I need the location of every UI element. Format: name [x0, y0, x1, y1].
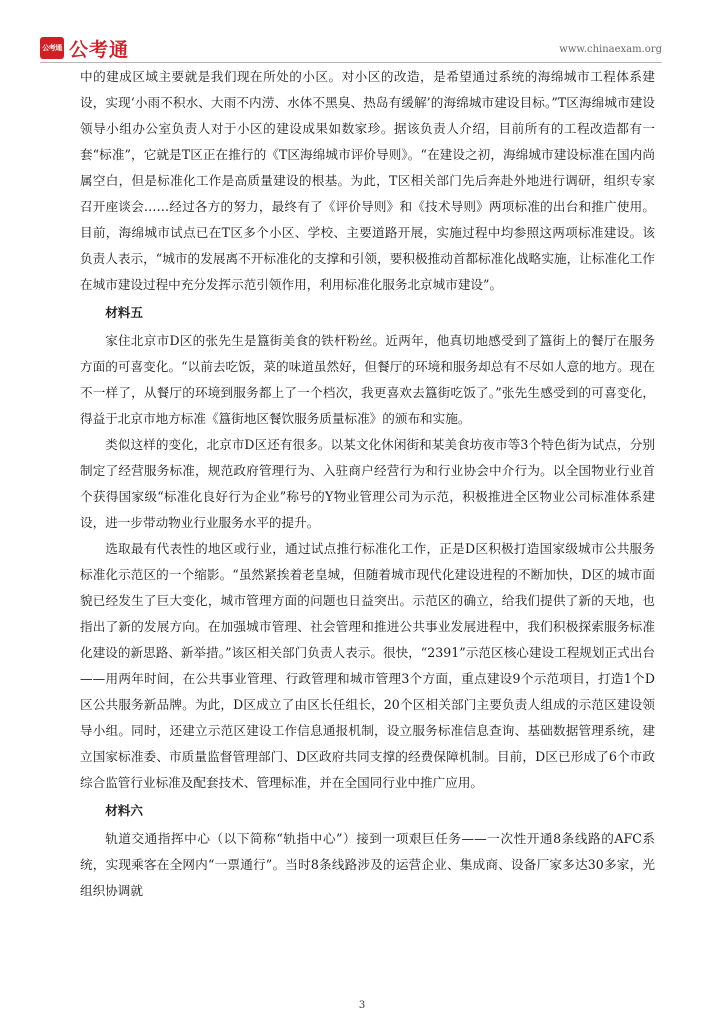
- paragraph: 选取最有代表性的地区或行业，通过试点推行标准化工作，正是D区积极打造国家级城市公共服务标准化示范区的一个缩影。“虽然紧挨着老皇城，但随着城市现代化建设进程的不断加快，D区的城市面貌已经发生了巨大变化，城市管理方面的问题也日益突出。示范区的确立，给我们提供了新的天地，也指出了新的发展方向。在加强城市管理、社会管理和推进公共事业发展进程中，我们积极探索服务标准化建设的新思路、新举措。”该区相关部门负责人表示。很快，“2391”示范区核心建设工程规划正式出台——用两年时间，在公共事业管理、行政管理和城市管理3个方面，重点建设9个示范项目，打造1个D区公共服务新品牌。为此，D区成立了由区长任组长，20个区相关部门主要负责人组成的示范区建设领导小组。同时，还建立示范区建设工作信息通报机制，设立服务标准信息查询、基础数据管理系统，建立国家标准委、市质量监督管理部门、D区政府共同支撑的经费保障机制。目前，D区已形成了6个市政综合监管行业标准及配套技术、管理标准，并在全国同行业中推广应用。: [80, 541, 655, 790]
- section-heading-material-5: 材料五: [105, 305, 143, 320]
- section-heading-material-6: 材料六: [105, 803, 143, 818]
- document-body: [80, 64, 655, 904]
- logo-text: 公考通: [69, 38, 130, 61]
- paragraph: 轨道交通指挥中心（以下简称“轨指中心”）接到一项艰巨任务——一次性开通8条线路的AFC系统，实现乘客在全网内“一票通行”。当时8条线路涉及的运营企业、集成商、设备厂家多达30多家，光组织协调就: [80, 831, 655, 898]
- paragraph-continued: 中的建成区域主要就是我们现在所处的小区。对小区的改造，是希望通过系统的海绵城市工程体系建设，实现‘小雨不积水、大雨不内涝、水体不黑臭、热岛有缓解’的海绵城市建设目标。”T区海绵城市建设领导小组办公室负责人对于小区的建设成果如数家珍。据该负责人介绍，目前所有的工程改造都有一套“标准”，它就是T区正在推行的《T区海绵城市评价导则》。“在建设之初，海绵城市建设标准在国内尚属空白，但是标准化工作是高质量建设的根基。为此，T区相关部门先后奔赴外地进行调研，组织专家召开座谈会……经过各方的努力，最终有了《评价导则》和《技术导则》两项标准的出台和推广使用。目前，海绵城市试点已在T区多个小区、学校、主要道路开展，实施过程中均参照这两项标准建设。该负责人表示，“城市的发展离不开标准化的支撑和引领，要积极推动首都标准化战略实施，让标准化工作在城市建设过程中充分发挥示范引领作用，利用标准化服务北京城市建设”。: [80, 69, 655, 292]
- logo[interactable]: [40, 36, 129, 60]
- page-header: [40, 33, 662, 63]
- paragraph: 家住北京市D区的张先生是簋街美食的铁杆粉丝。近两年，他真切地感受到了簋街上的餐厅在服务方面的可喜变化。“以前去吃饭，菜的味道虽然好，但餐厅的环境和服务却总有不尽如人意的地方。现在不一样了，从餐厅的环境到服务都上了一个档次，我更喜欢去簋街吃饭了。”张先生感受到的可喜变化，得益于北京市地方标准《簋街地区餐饮服务质量标准》的颁布和实施。: [80, 333, 655, 426]
- logo-badge-icon: 公考通: [40, 37, 64, 59]
- paragraph: 类似这样的变化，北京市D区还有很多。以某文化休闲街和某美食坊夜市等3个特色街为试点，分别制定了经营服务标准，规范政府管理行为、入驻商户经营行为和行业协会中介行为。以全国物业行业首个获得国家级“标准化良好行为企业”称号的Y物业管理公司为示范，积极推进全区物业公司标准体系建设，进一步带动物业行业服务水平的提升。: [80, 437, 655, 530]
- site-url[interactable]: www.chinaexam.org: [559, 44, 662, 55]
- page-number: 3: [358, 1000, 366, 1011]
- header-divider: [40, 62, 662, 63]
